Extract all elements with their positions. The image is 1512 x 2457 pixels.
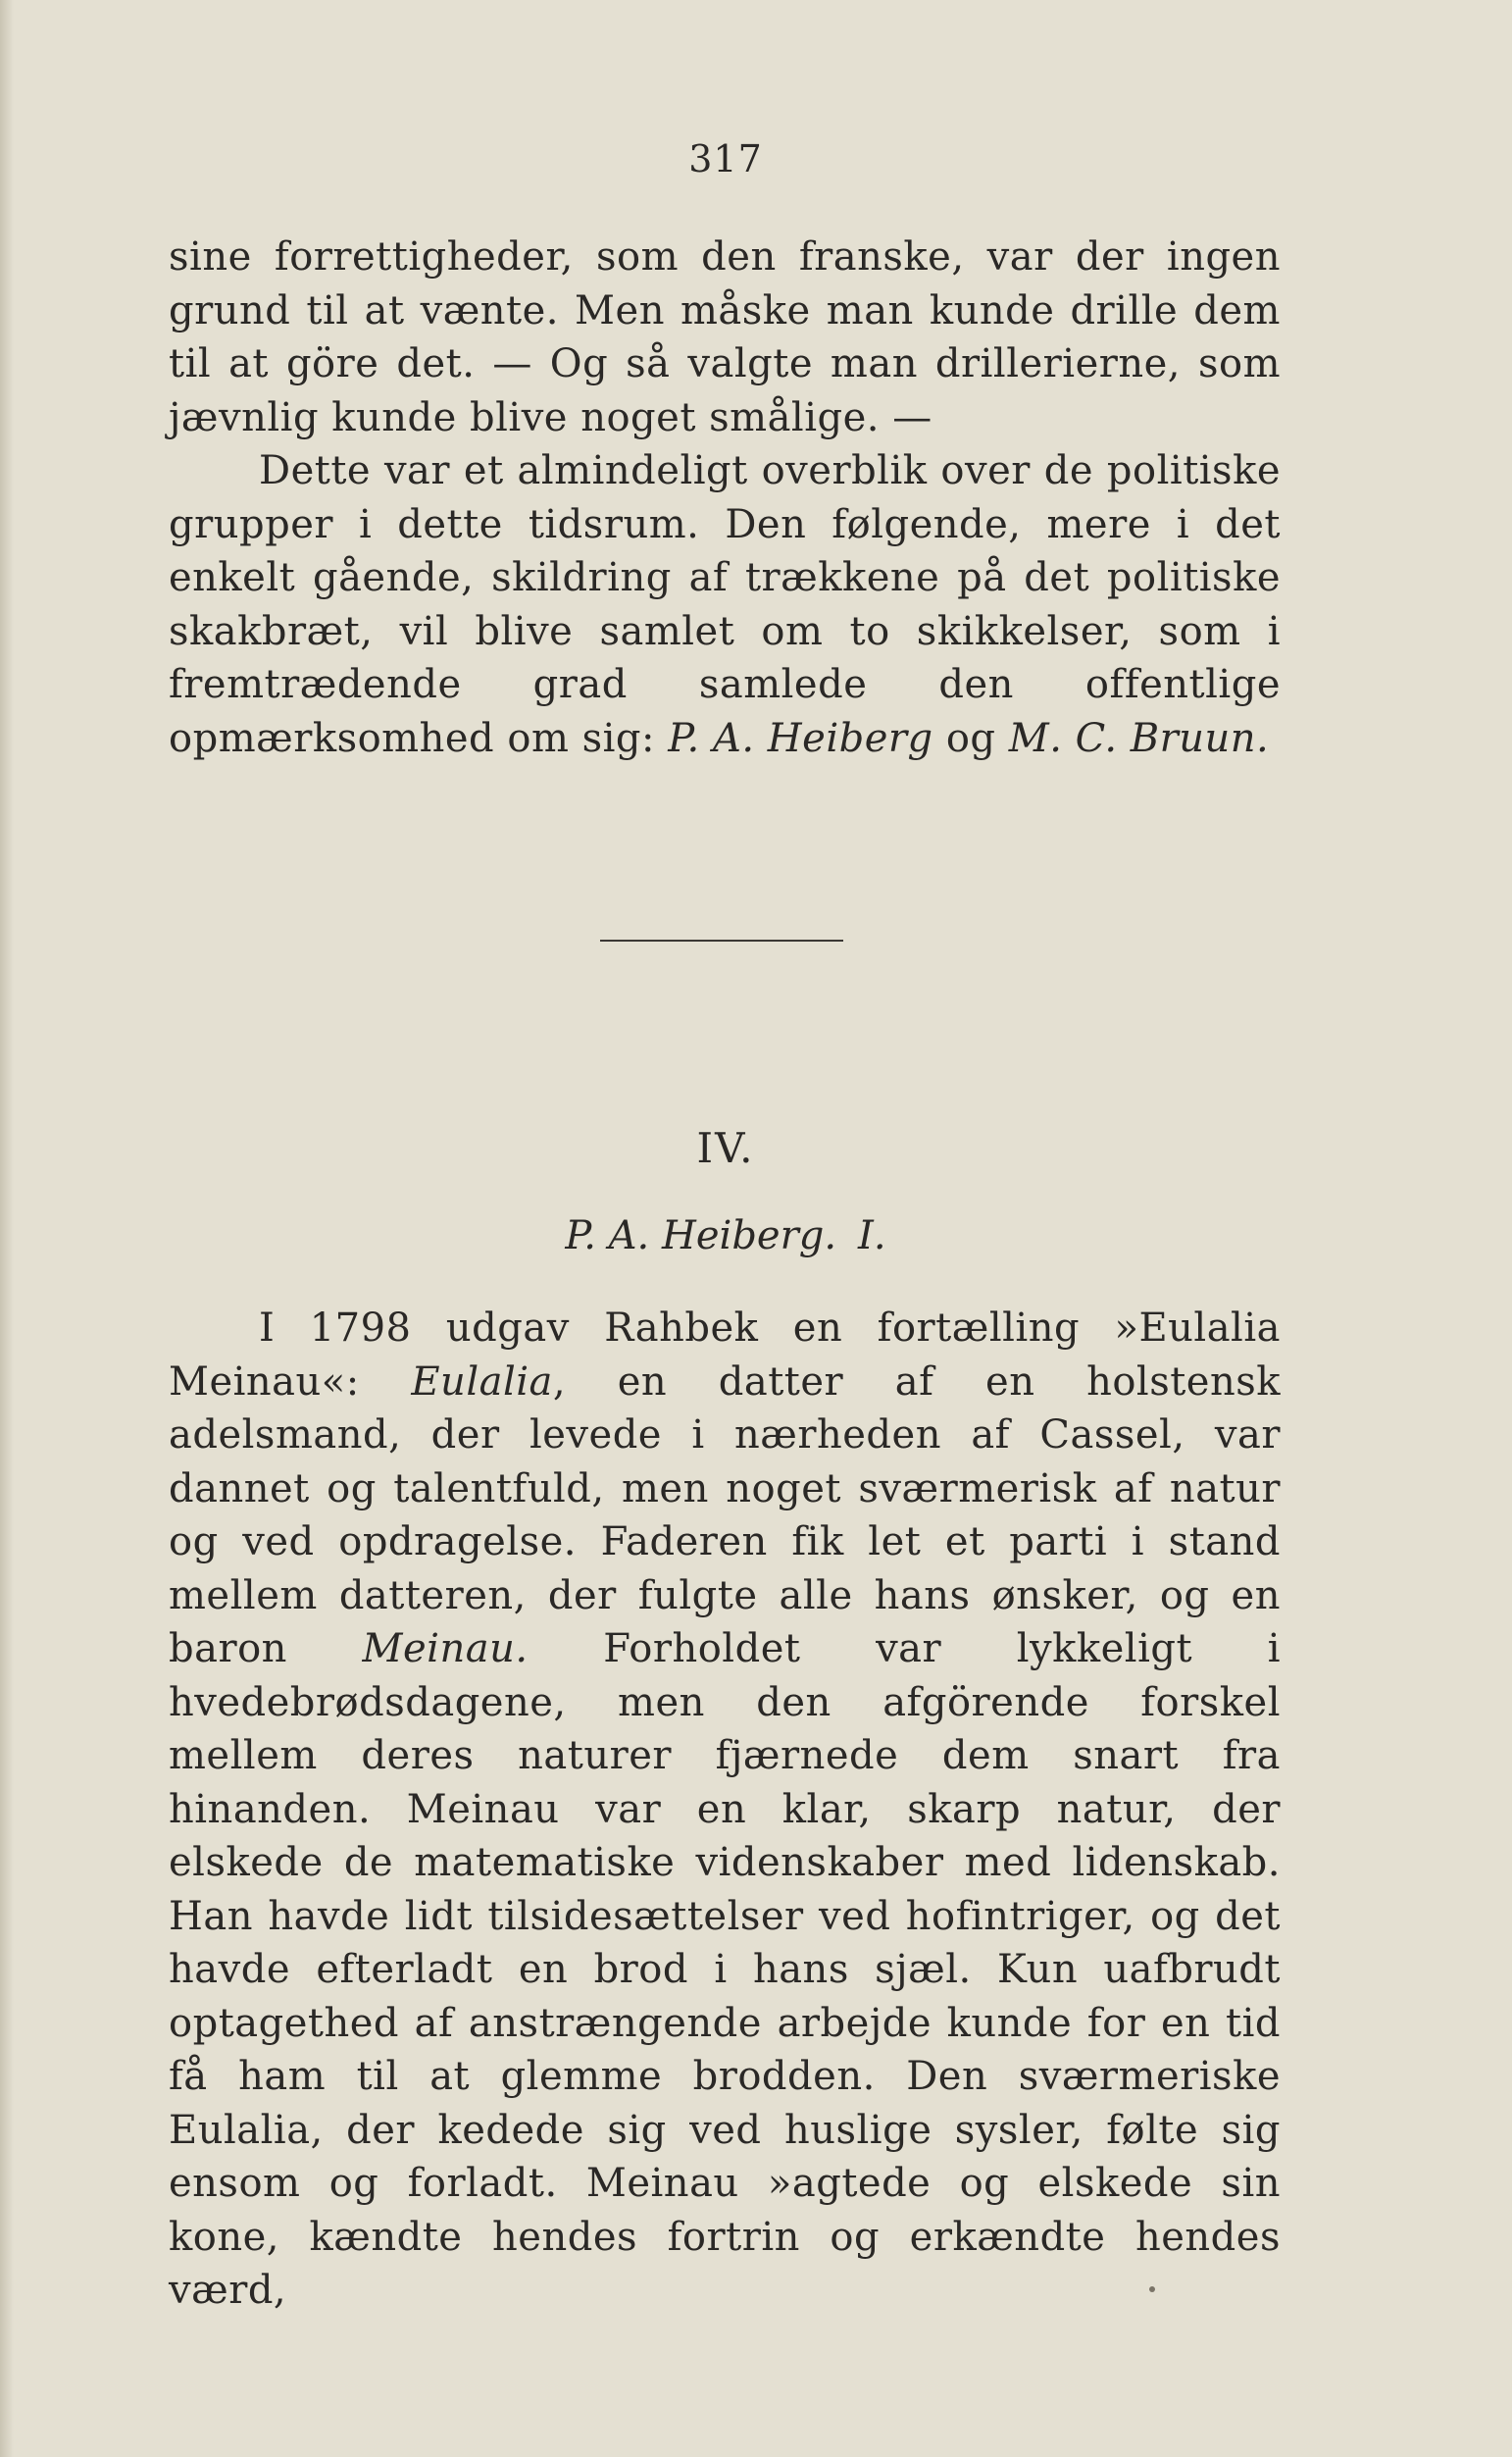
page-speck	[1149, 2286, 1155, 2292]
conjunction: og	[945, 715, 996, 761]
paragraph-text: , en datter af en holstensk adelsmand, der levede i nærheden af Cassel, var dannet og talentfuld, men noget sværmerisk af natur og ved opdragelse. Faderen fik let et parti i stand mellem datteren, der fulgte alle hans ønsker, og en baron	[169, 1358, 1281, 1671]
section-part: I.	[858, 1213, 886, 1258]
page-number: 317	[688, 137, 763, 180]
paragraph-text: sine forrettigheder, som den franske, var der ingen grund til at vænte. Men måske man kunde drille dem til at göre det. — Og så valgte man drillerierne, som jævnlig kunde blive noget smålige. —	[169, 234, 1281, 440]
person-name: P. A. Heiberg	[668, 715, 933, 761]
section-title-name: P. A. Heiberg.	[565, 1213, 837, 1258]
paragraph	[169, 444, 1281, 765]
text-block-bottom	[169, 1302, 1281, 2318]
paragraph-text: Forholdet var lykkeligt i hvedebrødsdagene, men den afgörende forskel mellem deres naturer fjærnede dem snart fra hinanden. Meinau var en klar, skarp natur, der elskede de matematiske videnskaber med lidenskab. Han havde lidt tilsidesættelser ved hofintriger, og det havde efterladt en brod i hans sjæl. Kun uafbrudt optagethed af anstrængende arbejde kunde for en tid få ham til at glemme brodden. Den sværmeriske Eulalia, der kedede sig ved huslige sysler, følte sig ensom og forladt. Meinau »agtede og elskede sin kone, kændte hendes fortrin og erkændte hendes værd,	[169, 1626, 1281, 2313]
paragraph-text: Dette var et almindeligt overblik over de politiske grupper i dette tidsrum. Den følgende, mere i det enkelt gående, skildring af trækkene på det politiske skakbræt, vil blive samlet om to skikkelser, som i fremtrædende grad samlede den offentlige opmærksomhed om sig:	[169, 448, 1281, 761]
character-name: Meinau.	[362, 1626, 529, 1671]
paragraph	[169, 1302, 1281, 2318]
text-block-top	[169, 230, 1281, 765]
section-number: IV.	[696, 1124, 755, 1172]
section-divider	[600, 940, 843, 942]
paragraph	[169, 230, 1281, 444]
character-name: Eulalia	[411, 1358, 553, 1405]
person-name: M. C. Bruun.	[1008, 715, 1270, 761]
section-title	[0, 1213, 1451, 1258]
paragraph-lead: I 1798 udgav Rahbek en fortælling »Eulalia Meinau«:	[169, 1305, 1281, 1405]
